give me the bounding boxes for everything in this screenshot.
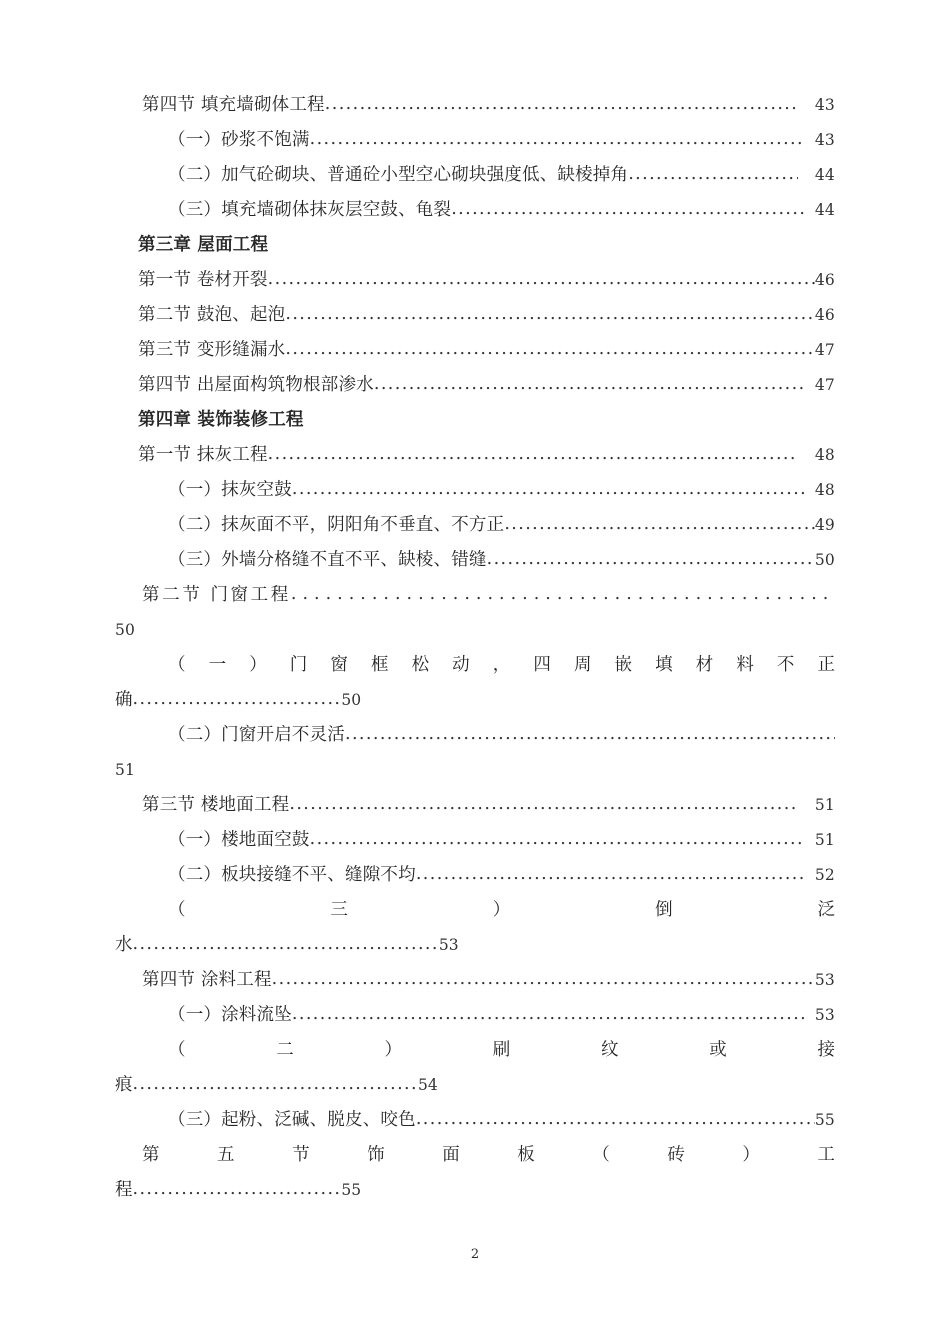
toc-page-number: 55 xyxy=(814,1111,835,1129)
toc-leader-dots xyxy=(416,1102,815,1137)
toc-label-char: （ xyxy=(168,900,186,920)
toc-entry-wrapped xyxy=(115,1173,835,1208)
toc-label-char: 框 xyxy=(370,655,389,675)
toc-entry[interactable] xyxy=(115,648,835,683)
toc-entry[interactable] xyxy=(115,508,835,543)
toc-page-number: 44 xyxy=(814,166,835,184)
toc-entry-label: （一）涂料流坠 xyxy=(168,1005,292,1025)
toc-label-char: 不 xyxy=(776,655,795,675)
toc-entry-label: （一）楼地面空鼓 xyxy=(168,830,310,850)
toc-leader-dots xyxy=(504,507,815,542)
toc-chapter-heading[interactable] xyxy=(115,228,835,263)
toc-page-number: 53 xyxy=(814,1006,835,1024)
toc-entry-label: 第三节 变形缝漏水 xyxy=(138,340,286,360)
toc-leader-dots xyxy=(285,297,815,332)
toc-label-char: 板 xyxy=(517,1145,535,1165)
toc-page-number: 53 xyxy=(438,936,459,954)
toc-entry-label: （二）抹灰面不平，阴阳角不垂直、不方正 xyxy=(168,515,505,535)
toc-entry-label: 第四节 涂料工程 xyxy=(142,970,272,990)
toc-page-number: 50 xyxy=(341,691,362,709)
toc-entry[interactable] xyxy=(115,998,835,1033)
toc-label-char: 面 xyxy=(442,1145,460,1165)
toc-entry[interactable] xyxy=(115,158,835,193)
toc-leader-dots xyxy=(291,577,835,612)
toc-entry-label xyxy=(168,893,835,928)
toc-label-char: 泛 xyxy=(817,900,835,920)
toc-entry-label: （三）填充墙砌体抹灰层空鼓、龟裂 xyxy=(168,200,452,220)
toc-label-char: 嵌 xyxy=(614,655,633,675)
toc-entry-label: （一）抹灰空鼓 xyxy=(168,480,292,500)
toc-label-char: 接 xyxy=(817,1040,835,1060)
toc-entry[interactable] xyxy=(115,1138,835,1173)
toc-entry[interactable] xyxy=(115,333,835,368)
toc-leader-dots xyxy=(345,717,835,752)
toc-leader-dots xyxy=(289,787,798,822)
toc-entry-label: （二）门窗开启不灵活 xyxy=(168,725,345,745)
toc-entry[interactable] xyxy=(115,193,835,228)
toc-entry[interactable] xyxy=(115,368,835,403)
toc-entry-label-continued: 痕 xyxy=(115,1075,133,1095)
toc-leader-dots xyxy=(310,122,804,157)
toc-entry[interactable] xyxy=(115,123,835,158)
toc-leader-dots xyxy=(325,87,798,122)
toc-label-char: 饰 xyxy=(367,1145,385,1165)
toc-entry[interactable] xyxy=(115,473,835,508)
toc-entry-wrapped xyxy=(115,928,835,963)
toc-entry[interactable] xyxy=(115,88,835,123)
toc-entry-wrapped-page xyxy=(115,753,835,788)
toc-entry-label xyxy=(168,648,835,683)
toc-label-char: 窗 xyxy=(330,655,348,675)
toc-leader-dots xyxy=(268,437,798,472)
page-number-footer: 2 xyxy=(470,1247,480,1262)
toc-label-char: 正 xyxy=(817,655,835,675)
toc-page-number: 55 xyxy=(341,1181,362,1199)
toc-leader-dots xyxy=(628,157,798,192)
toc-label-char: 动 xyxy=(452,655,470,675)
toc-page-number: 48 xyxy=(814,446,835,464)
toc-label-char: 节 xyxy=(292,1145,310,1165)
toc-label-char: ） xyxy=(249,655,267,675)
toc-leader-dots: .............................. xyxy=(132,1179,342,1199)
toc-label-char: （ xyxy=(168,1040,186,1060)
toc-page-number: 50 xyxy=(814,551,835,569)
toc-entry-label: 第一节 抹灰工程 xyxy=(138,445,268,465)
toc-leader-dots xyxy=(292,997,804,1032)
toc-entry-label-continued: 水 xyxy=(115,935,133,955)
toc-entry[interactable] xyxy=(115,1103,835,1138)
toc-page-number: 50 xyxy=(115,621,136,639)
toc-leader-dots: ......................................... xyxy=(132,1074,418,1094)
toc-entry-label: 第二节 门窗工程 xyxy=(142,585,291,605)
toc-entry-label: 第四节 填充墙砌体工程 xyxy=(142,95,325,115)
toc-chapter-heading[interactable] xyxy=(115,403,835,438)
toc-page-number: 46 xyxy=(814,306,835,324)
toc-label-char: ） xyxy=(492,900,511,920)
toc-leader-dots xyxy=(285,332,815,367)
toc-page-number: 44 xyxy=(814,201,835,219)
toc-label-char: 倒 xyxy=(655,900,673,920)
toc-entry-label xyxy=(142,1138,835,1173)
toc-leader-dots xyxy=(451,192,804,227)
toc-page-number: 49 xyxy=(814,516,835,534)
toc-entry-label: （三）外墙分格缝不直不平、缺棱、错缝 xyxy=(168,550,487,570)
toc-page-number: 52 xyxy=(814,866,835,884)
toc-leader-dots xyxy=(374,367,804,402)
toc-page-number: 51 xyxy=(814,796,835,814)
toc-entry[interactable] xyxy=(115,788,835,823)
toc-entry[interactable] xyxy=(115,963,835,998)
toc-leader-dots xyxy=(268,262,815,297)
toc-leader-dots xyxy=(310,822,804,857)
toc-page-number: 54 xyxy=(417,1076,438,1094)
toc-label-char: 五 xyxy=(217,1145,235,1165)
toc-entry-label xyxy=(168,1033,835,1068)
toc-label-char: 三 xyxy=(330,900,348,920)
table-of-contents xyxy=(115,88,835,1208)
toc-leader-dots: .............................. xyxy=(132,689,342,709)
toc-entry-label: 第三章 屋面工程 xyxy=(138,235,269,255)
toc-page-number: 53 xyxy=(814,971,835,989)
toc-page-number: 48 xyxy=(814,481,835,499)
toc-entry-wrapped-page xyxy=(115,613,835,648)
toc-label-char: 门 xyxy=(289,655,308,675)
toc-label-char: （ xyxy=(168,655,186,675)
toc-entry-label: 第四章 装饰装修工程 xyxy=(138,410,304,430)
toc-entry-label: 第一节 卷材开裂 xyxy=(138,270,268,290)
toc-entry-label: 第三节 楼地面工程 xyxy=(142,795,290,815)
toc-entry-label: （二）加气砼砌块、普通砼小型空心砌块强度低、缺棱掉角 xyxy=(168,165,629,185)
toc-label-char: 刷 xyxy=(492,1040,511,1060)
toc-entry[interactable] xyxy=(115,893,835,928)
toc-page-number: 51 xyxy=(115,761,136,779)
toc-label-char: 纹 xyxy=(601,1040,619,1060)
toc-entry-label: 第二节 鼓泡、起泡 xyxy=(138,305,286,325)
toc-label-char: 一 xyxy=(208,655,227,675)
toc-leader-dots: ............................................ xyxy=(132,934,439,954)
toc-label-char: （ xyxy=(592,1145,610,1165)
toc-entry-wrapped xyxy=(115,1068,835,1103)
toc-entry-label: （一）砂浆不饱满 xyxy=(168,130,310,150)
toc-label-char: 砖 xyxy=(667,1145,685,1165)
toc-label-char: 第 xyxy=(142,1145,160,1165)
toc-leader-dots xyxy=(272,962,815,997)
toc-label-char: 填 xyxy=(655,655,673,675)
toc-entry[interactable] xyxy=(115,858,835,893)
toc-label-char: 松 xyxy=(411,655,430,675)
toc-page-number: 43 xyxy=(814,96,835,114)
toc-label-char: ， xyxy=(492,655,511,675)
toc-page-number: 47 xyxy=(814,341,835,359)
toc-leader-dots xyxy=(487,542,815,577)
toc-label-char: 或 xyxy=(709,1040,727,1060)
toc-entry-label-continued: 程 xyxy=(115,1180,133,1200)
toc-entry[interactable] xyxy=(115,1033,835,1068)
toc-entry[interactable] xyxy=(115,263,835,298)
toc-leader-dots xyxy=(416,857,804,892)
toc-entry[interactable] xyxy=(115,578,835,613)
toc-entry-label: （二）板块接缝不平、缝隙不均 xyxy=(168,865,416,885)
toc-label-char: 材 xyxy=(695,655,714,675)
toc-entry[interactable] xyxy=(115,438,835,473)
toc-label-char: 周 xyxy=(573,655,592,675)
toc-page-number: 43 xyxy=(814,131,835,149)
toc-label-char: ） xyxy=(384,1040,402,1060)
toc-entry[interactable] xyxy=(115,718,835,753)
toc-label-char: 工 xyxy=(817,1145,835,1165)
toc-page-number: 51 xyxy=(814,831,835,849)
toc-entry[interactable] xyxy=(115,298,835,333)
toc-entry-wrapped xyxy=(115,683,835,718)
toc-label-char: 四 xyxy=(533,655,551,675)
toc-entry-label: 第四节 出屋面构筑物根部渗水 xyxy=(138,375,374,395)
toc-label-char: 二 xyxy=(276,1040,294,1060)
toc-entry[interactable] xyxy=(115,823,835,858)
toc-entry-label-continued: 确 xyxy=(115,690,133,710)
toc-label-char: ） xyxy=(742,1145,760,1165)
toc-page-number: 47 xyxy=(814,376,835,394)
toc-entry[interactable] xyxy=(115,543,835,578)
toc-label-char: 料 xyxy=(736,655,754,675)
toc-page-number: 46 xyxy=(814,271,835,289)
toc-entry-label: （三）起粉、泛碱、脱皮、咬色 xyxy=(168,1110,416,1130)
toc-leader-dots xyxy=(292,472,804,507)
